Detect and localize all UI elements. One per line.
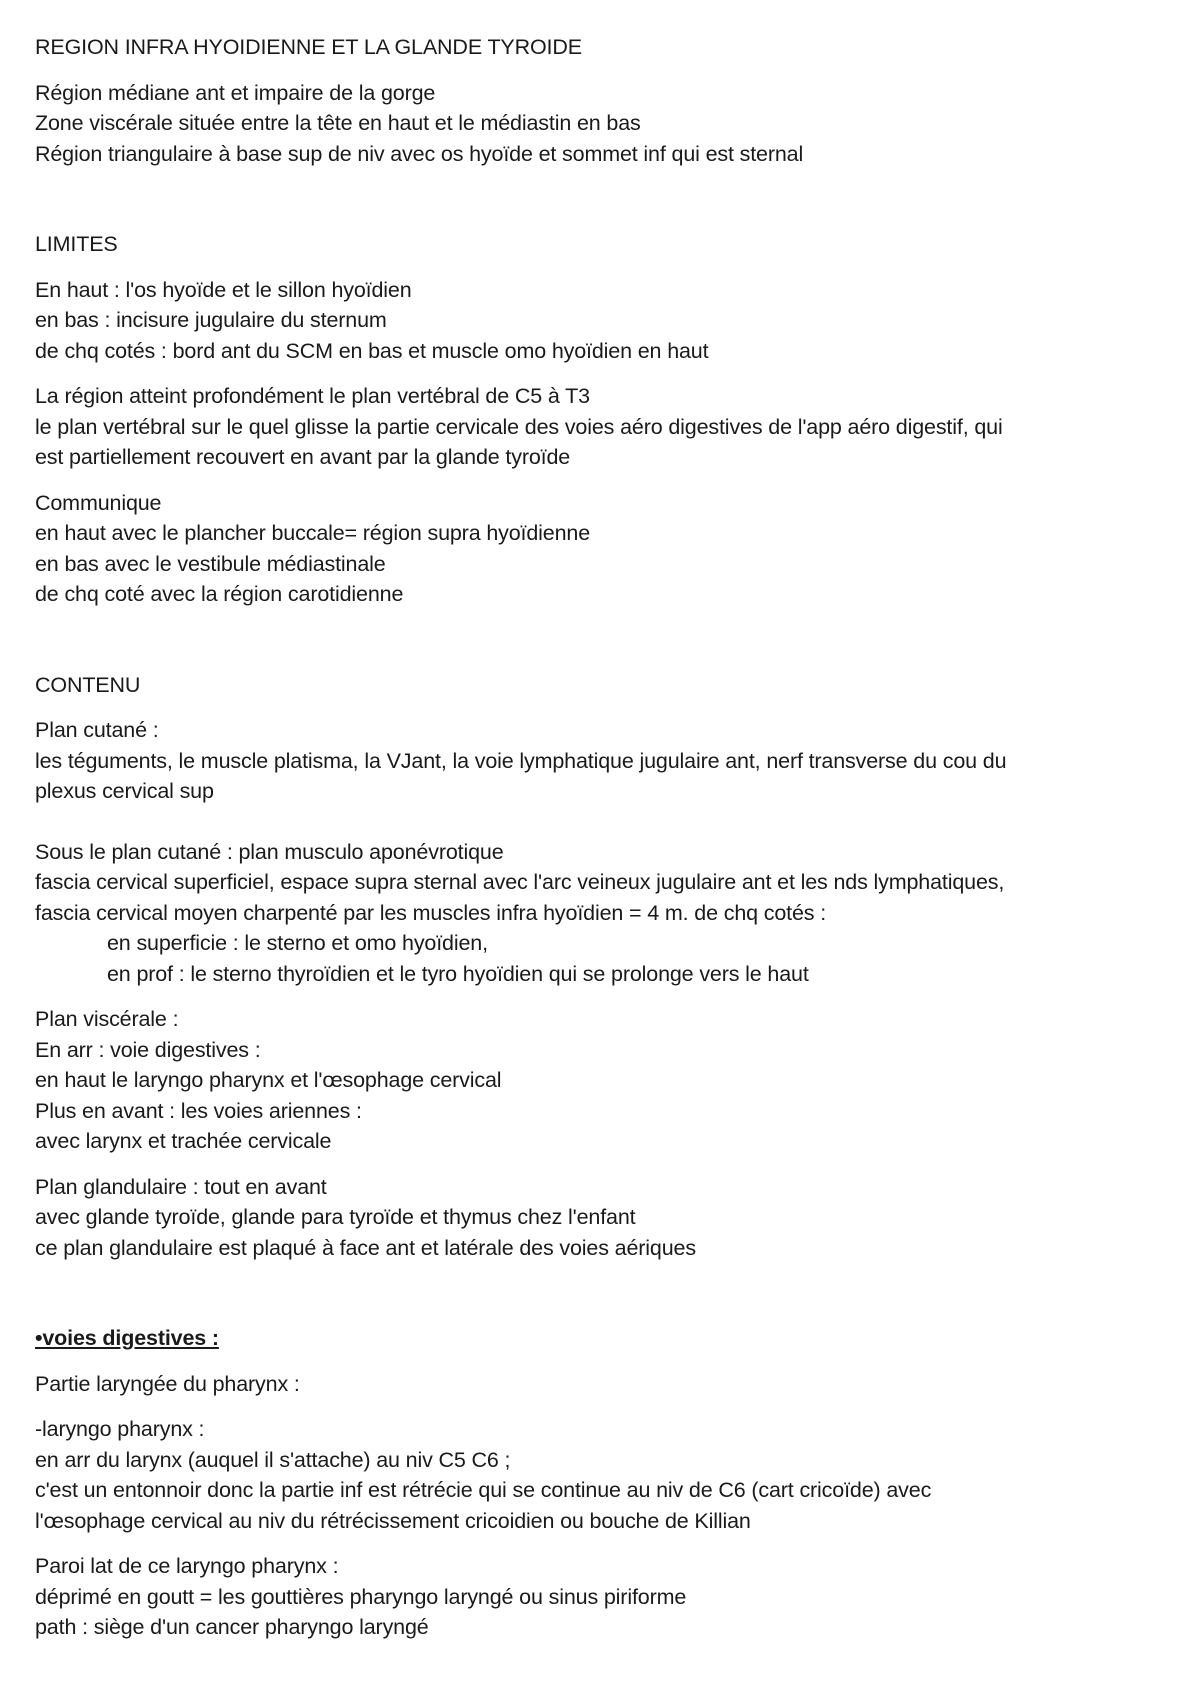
text-line: le plan vertébral sur le quel glisse la partie cervicale des voies aéro digestives de l'app aéro digestif, qui	[35, 414, 1003, 439]
intro-line: Zone viscérale située entre la tête en haut et le médiastin en bas	[35, 111, 641, 135]
cutane-paragraph	[35, 715, 1165, 807]
text-line: en haut avec le plancher buccale= région supra hyoïdienne	[35, 521, 591, 545]
voies-paragraph-2	[35, 1414, 1165, 1536]
viscerale-paragraph	[35, 1004, 1165, 1157]
text-line: ce plan glandulaire est plaqué à face ant et latérale des voies aériques	[35, 1235, 696, 1260]
limites-paragraph-3	[35, 488, 1165, 610]
voies-digestives-heading: •voies digestives :	[35, 1326, 219, 1350]
text-line: -laryngo pharynx :	[35, 1417, 205, 1441]
text-line: c'est un entonnoir donc la partie inf est rétrécie qui se continue au niv de C6 (cart cricoïde) avec	[35, 1478, 932, 1502]
glandulaire-paragraph	[35, 1172, 1165, 1264]
text-line: Plus en avant : les voies ariennes :	[35, 1098, 362, 1123]
indented-line: en superficie : le sterno et omo hyoïdien,	[107, 931, 488, 955]
voies-paragraph-3	[35, 1551, 1165, 1643]
text-line: En haut : l'os hyoïde et le sillon hyoïdien	[35, 277, 412, 302]
text-line: avec larynx et trachée cervicale	[35, 1129, 332, 1153]
text-line: Partie laryngée du pharynx :	[35, 1371, 300, 1396]
text-line: en arr du larynx (auquel il s'attache) au niv C5 C6 ;	[35, 1447, 511, 1472]
text-line: fascia cervical moyen charpenté par les muscles infra hyoïdien = 4 m. de chq cotés :	[35, 900, 827, 925]
text-line: fascia cervical superficiel, espace supra sternal avec l'arc veineux jugulaire ant et les nds lymphatiques,	[35, 870, 1005, 894]
text-line: Paroi lat de ce laryngo pharynx :	[35, 1554, 339, 1578]
text-line: déprimé en goutt = les gouttières pharyngo laryngé ou sinus piriforme	[35, 1584, 687, 1609]
text-line: l'œsophage cervical au niv du rétrécissement cricoidien ou bouche de Killian	[35, 1508, 751, 1533]
text-line: de chq cotés : bord ant du SCM en bas et muscle omo hyoïdien en haut	[35, 338, 709, 363]
limites-paragraph-1	[35, 275, 1165, 367]
text-line: en bas : incisure jugulaire du sternum	[35, 308, 387, 332]
limites-paragraph-2	[35, 381, 1165, 473]
text-line: Plan glandulaire : tout en avant	[35, 1174, 327, 1199]
text-line: Plan viscérale :	[35, 1007, 179, 1031]
indented-line: en prof : le sterno thyroïdien et le tyro hyoïdien qui se prolonge vers le haut	[107, 961, 809, 986]
text-line: La région atteint profondément le plan vertébral de C5 à T3	[35, 384, 590, 408]
voies-paragraph-1	[35, 1369, 1165, 1400]
text-line: en haut le laryngo pharynx et l'œsophage cervical	[35, 1068, 502, 1092]
text-line: avec glande tyroïde, glande para tyroïde et thymus chez l'enfant	[35, 1205, 636, 1229]
text-line: Plan cutané :	[35, 718, 159, 742]
document-page	[35, 32, 1165, 1658]
text-line: plexus cervical sup	[35, 779, 214, 803]
intro-line: Région médiane ant et impaire de la gorge	[35, 80, 436, 105]
intro-line: Région triangulaire à base sup de niv avec os hyoïde et sommet inf qui est sternal	[35, 141, 804, 166]
contenu-heading-block	[35, 670, 1165, 701]
text-line: en bas avec le vestibule médiastinale	[35, 551, 386, 576]
contenu-heading: CONTENU	[35, 672, 141, 697]
text-line: de chq coté avec la région carotidienne	[35, 582, 404, 606]
title-block	[35, 32, 1165, 63]
voies-heading-block	[35, 1323, 1165, 1354]
document-title: REGION INFRA HYOIDIENNE ET LA GLANDE TYROIDE	[35, 35, 582, 59]
limites-heading: LIMITES	[35, 232, 118, 256]
intro-paragraph	[35, 78, 1165, 170]
text-line: Communique	[35, 490, 162, 515]
text-line: les téguments, le muscle platisma, la VJant, la voie lymphatique jugulaire ant, nerf transverse du cou du	[35, 748, 1007, 773]
text-line: est partiellement recouvert en avant par la glande tyroïde	[35, 445, 571, 469]
text-line: Sous le plan cutané : plan musculo aponévrotique	[35, 839, 504, 864]
sous-cutane-paragraph	[35, 837, 1165, 990]
limites-heading-block	[35, 229, 1165, 260]
text-line: En arr : voie digestives :	[35, 1037, 261, 1062]
text-line: path : siège d'un cancer pharyngo laryngé	[35, 1615, 429, 1639]
